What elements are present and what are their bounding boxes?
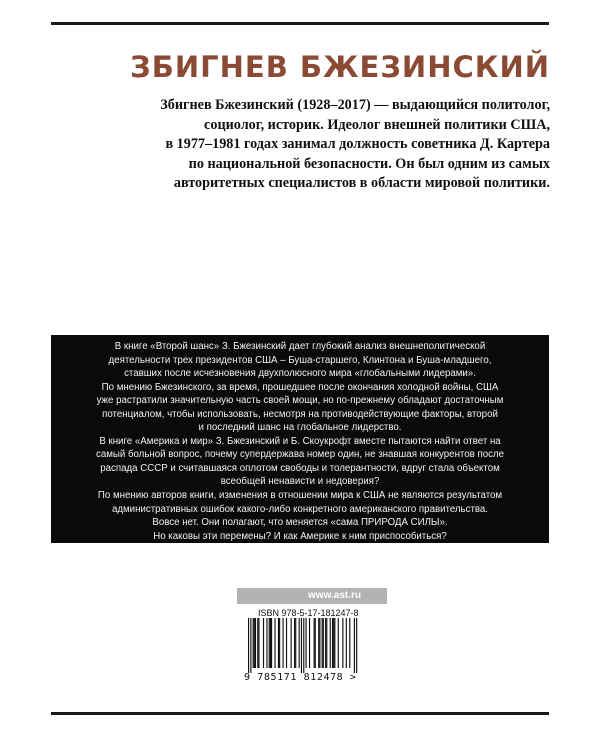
blurb-line: уже растратили значительную часть своей мощи, но по-прежнему обладают достаточным xyxy=(96,395,504,407)
barcode-bar xyxy=(319,618,320,668)
blurb-line: деятельности трех президентов США – Буша-старшего, Клинтона и Буша-младшего, xyxy=(108,354,492,366)
barcode-bar xyxy=(326,618,327,668)
barcode-bar xyxy=(253,618,254,668)
barcode-bar xyxy=(349,618,350,668)
blurb-line: По мнению Бжезинского, за время, прошедшее после окончания холодной войны, США xyxy=(101,381,499,393)
barcode-bar xyxy=(342,618,343,668)
barcode-bar xyxy=(269,618,270,668)
bio-line: Збигнев Бжезинский (1928–2017) — выдающийся политолог, xyxy=(160,97,550,113)
blurb-line: распада СССР и считавшаяся оплотом свободы и толерантности, вдруг стала объектом xyxy=(100,462,500,474)
barcode-bar xyxy=(250,618,251,673)
barcode-bar xyxy=(286,618,287,668)
barcode-bar xyxy=(325,618,326,668)
bio-line: авторитетных специалистов в области мировой политики. xyxy=(173,175,550,191)
blurb-line: В книге «Второй шанс» З. Бжезинский дает глубокий анализ внешнеполитической xyxy=(114,341,486,352)
blurb-line: и последний шанс на глобальное лидерство. xyxy=(198,422,402,434)
author-bio xyxy=(50,96,550,194)
barcode-bar xyxy=(315,618,316,668)
barcode-bar xyxy=(333,618,334,668)
barcode-bar xyxy=(263,618,264,668)
barcode-bar xyxy=(274,618,275,668)
bottom-rule xyxy=(51,712,549,715)
barcode-bar xyxy=(318,618,319,668)
barcode-bar xyxy=(334,618,335,668)
barcode-bar xyxy=(270,618,271,668)
blurb-line: административных ошибок какого-либо конкретного американского правительства. xyxy=(111,503,489,515)
barcode-bar xyxy=(291,618,292,668)
barcode-bar xyxy=(279,618,280,668)
isbn-label: ISBN 978-5-17-181247-8 xyxy=(258,608,359,618)
bio-line: по национальной безопасности. Он был одним из самых xyxy=(188,155,550,172)
barcode-bar xyxy=(294,618,295,668)
blurb-line: потенциалом, чтобы использовать, несмотря на противодействующие факторы, второй xyxy=(102,408,498,420)
blurb-line: В книге «Америка и мир» З. Бжезинский и Б. Скоукрофт вместе пытаются найти ответ на xyxy=(99,435,501,447)
barcode-bar xyxy=(257,618,258,668)
barcode-digits: 9 785171 812478 > xyxy=(244,672,357,683)
blurb-line: самый больной вопрос, почему супердержава номер один, не знавшая конкурентов после xyxy=(95,449,504,461)
barcode-image xyxy=(242,618,358,674)
bio-line: в 1977–1981 годах занимал должность советника Д. Картера xyxy=(165,136,550,152)
barcode-bar xyxy=(322,618,323,668)
bio-line: социолог, историк. Идеолог внешней политики США, xyxy=(204,116,550,133)
publisher-website: www.ast.ru xyxy=(237,588,387,604)
barcode-bar xyxy=(255,618,256,668)
blurb-line: всеобщей ненависти и недоверия? xyxy=(220,476,380,488)
barcode-bar xyxy=(295,618,296,668)
barcode-bar xyxy=(303,618,304,673)
barcode-bar xyxy=(314,618,315,668)
barcode-bar xyxy=(278,618,279,668)
blurb-line: Вовсе нет. Они полагают, что меняется «сама ПРИРОДА СИЛЫ». xyxy=(152,517,448,529)
barcode-bar xyxy=(338,618,339,668)
author-name: ЗБИГНЕВ БЖЕЗИНСКИЙ xyxy=(130,50,550,84)
barcode-bar xyxy=(330,618,331,668)
blurb-line: ставших после исчезновения двухполюсного мира «глобальными лидерами». xyxy=(124,368,476,380)
barcode-bar xyxy=(332,618,333,668)
barcode-bar xyxy=(258,618,259,668)
barcode-bar xyxy=(283,618,284,668)
barcode-bar xyxy=(323,618,324,668)
barcode-bar xyxy=(299,618,300,668)
book-description-box xyxy=(51,335,549,543)
top-rule xyxy=(51,22,549,25)
barcode-bar xyxy=(309,618,310,668)
barcode-bar xyxy=(356,618,357,673)
barcode-bar xyxy=(266,618,267,668)
barcode-bar xyxy=(301,618,302,673)
barcode-bar xyxy=(306,618,307,668)
blurb-line: По мнению авторов книги, изменения в отношении мира к США не являются результатом xyxy=(97,490,503,502)
blurb-line: Но каковы эти перемены? И как Америке к ним приспособиться? xyxy=(153,530,447,542)
barcode-bar xyxy=(254,618,255,668)
barcode-bar xyxy=(271,618,272,668)
barcode-bar xyxy=(248,618,249,673)
barcode-bar xyxy=(346,618,347,668)
barcode-bar xyxy=(354,618,355,673)
